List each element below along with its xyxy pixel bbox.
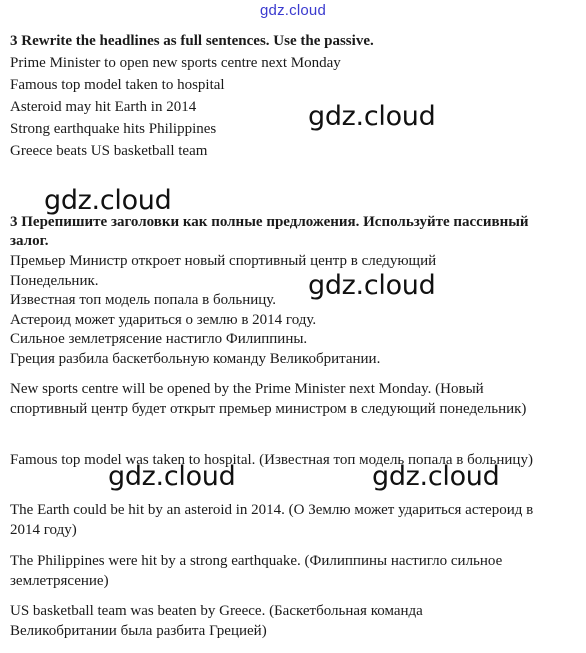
- headline-item-ru: Астероид может удариться о землю в 2014 году.: [10, 311, 317, 328]
- headline-list-en: [10, 52, 578, 162]
- headline-item: Famous top model taken to hospital: [10, 77, 225, 93]
- headline-item-ru: Сильное землетрясение настигло Филиппины.: [10, 331, 308, 347]
- answer-item: The Earth could be hit by an asteroid in 2014. (О Землю может удариться астероид в 2014 году): [10, 502, 534, 538]
- watermark: gdz.cloud: [308, 101, 436, 132]
- answer-item: Famous top model was taken to hospital. (Известная топ модель попала в больницу): [10, 452, 533, 468]
- watermark: gdz.cloud: [108, 461, 236, 492]
- headline-item-ru: Премьер Министр откроет новый спортивный центр в следующий Понедельник.: [10, 253, 437, 289]
- task-heading-ru: 3 Перепишите заголовки как полные предложения. Используйте пассивный залог.: [10, 214, 529, 249]
- watermark: gdz.cloud: [372, 461, 500, 492]
- task-heading-en: 3 Rewrite the headlines as full sentences. Use the passive.: [10, 33, 374, 49]
- headline-item: Strong earthquake hits Philippines: [10, 121, 217, 137]
- headline-item-ru: Греция разбила баскетбольную команду Великобритании.: [10, 350, 381, 367]
- answer-item: The Philippines were hit by a strong earthquake. (Филиппины настигло сильное землетрясение): [10, 553, 503, 589]
- headline-item: Prime Minister to open new sports centre next Monday: [10, 55, 341, 71]
- headline-item-ru: Известная топ модель попала в больницу.: [10, 292, 277, 308]
- watermark: gdz.cloud: [308, 270, 436, 301]
- headline-item: Asteroid may hit Earth in 2014: [10, 99, 197, 115]
- answer-item: New sports centre will be opened by the Prime Minister next Monday. (Новый спортивный центр будет открыт премьер министром в следующий понедельник): [10, 381, 527, 417]
- answer-item: US basketball team was beaten by Greece. (Баскетбольная команда Великобритании была разбита Грецией): [10, 603, 423, 639]
- site-watermark-top: gdz.cloud: [259, 2, 326, 19]
- headline-item: Greece beats US basketball team: [10, 143, 208, 159]
- watermark: gdz.cloud: [44, 185, 172, 216]
